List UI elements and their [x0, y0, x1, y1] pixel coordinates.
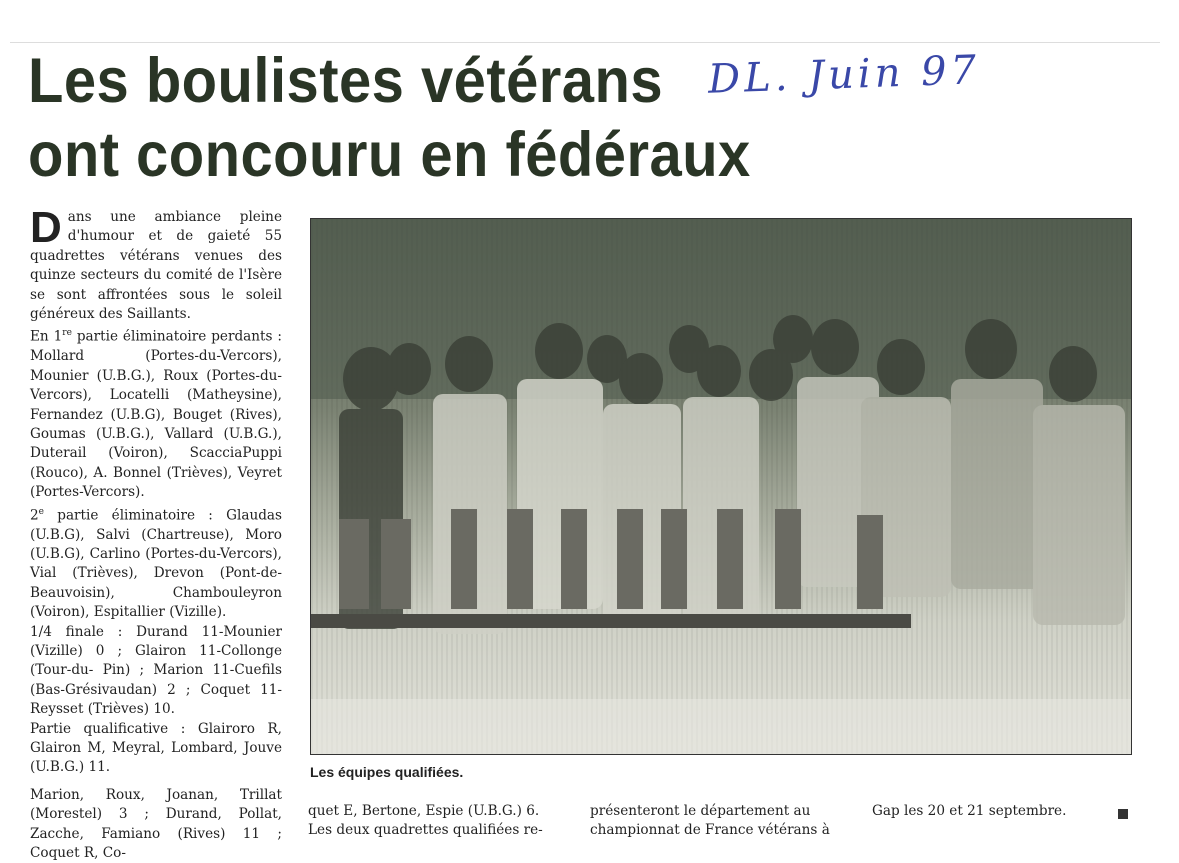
column-2-line-2: Les deux quadrettes qualifiées re-: [308, 822, 543, 839]
team-photo-illustration: [311, 219, 1131, 754]
first-round-sup: re: [62, 328, 72, 339]
article-column-3: [590, 802, 844, 841]
second-round-sup: e: [38, 506, 44, 517]
article-headline: [28, 44, 751, 192]
other-results: Marion, Roux, Joanan, Trillat (Morestel) 3 ; Durand, Pollat, Zacche, Famiano (Rives) 11 ; Coquet R, Co-: [30, 786, 282, 862]
second-round-prefix: 2: [30, 507, 39, 524]
article-end-mark: [1118, 809, 1128, 819]
intro-text: ans une ambiance pleine d'humour et de gaieté 55 quadrettes vétérans venues des quinze secteurs du comité de l'Isère se sont affrontées sous le soleil généreux des Saillants.: [30, 209, 282, 323]
quarter-final-results: 1/4 finale : Durand 11-Mounier (Vizille) 0 ; Glairon 11-Collonge (Tour-du- Pin) ; Marion 11-Cuefils (Bas-Grésivaudan) 2 ; Coquet 11-Reysset (Trièves) 10.: [30, 623, 282, 718]
photo-caption: Les équipes qualifiées.: [310, 764, 464, 780]
first-round-results: [30, 324, 282, 502]
article-column-2: [308, 802, 560, 841]
column-3-line-2: championnat de France vétérans à: [590, 822, 830, 839]
handwritten-date-note: DL. Juin 97: [707, 47, 981, 103]
first-round-prefix: En 1: [30, 328, 63, 345]
article-column-4: [872, 802, 1112, 821]
headline-line-2: ont concouru en fédéraux: [28, 120, 751, 190]
column-4-line-1: Gap les 20 et 21 septembre.: [872, 803, 1067, 819]
second-round-results: [30, 503, 282, 623]
team-photo: [310, 218, 1132, 755]
qualifying-round-results: Partie qualificative : Glairoro R, Glairon M, Meyral, Lombard, Jouve (U.B.G.) 11.: [30, 720, 282, 776]
intro-paragraph: [30, 203, 282, 324]
article-column-1: [30, 203, 282, 863]
first-round-text: partie éliminatoire perdants : Mollard (Portes-du-Vercors), Mounier (U.B.G.), Roux (Portes-du-Vercors), Locatelli (Matheysine), Fernandez (U.B.G), Bouget (Rives), Goumas (U.B.G.), Vallard (U.B.G.), Duterail (Voiron), ScacciaPuppi (Rouco), A. Bonnel (Trièves), Veyret (Portes-Vercors).: [30, 328, 282, 501]
headline-line-1: Les boulistes vétérans: [28, 46, 664, 116]
column-2-line-1: quet E, Bertone, Espie (U.B.G.) 6.: [308, 803, 540, 819]
column-3-line-1: présenteront le département au: [590, 803, 811, 819]
page-top-rule: [10, 42, 1160, 43]
drop-cap: D: [30, 203, 62, 252]
second-round-text: partie éliminatoire : Glaudas (U.B.G), Salvi (Chartreuse), Moro (U.B.G), Carlino (Portes-du-Vercors), Vial (Trièves), Drevon (Pont-de-Beauvoisin), Chambouleyron (Voiron), Espitallier (Vizille).: [30, 507, 282, 621]
